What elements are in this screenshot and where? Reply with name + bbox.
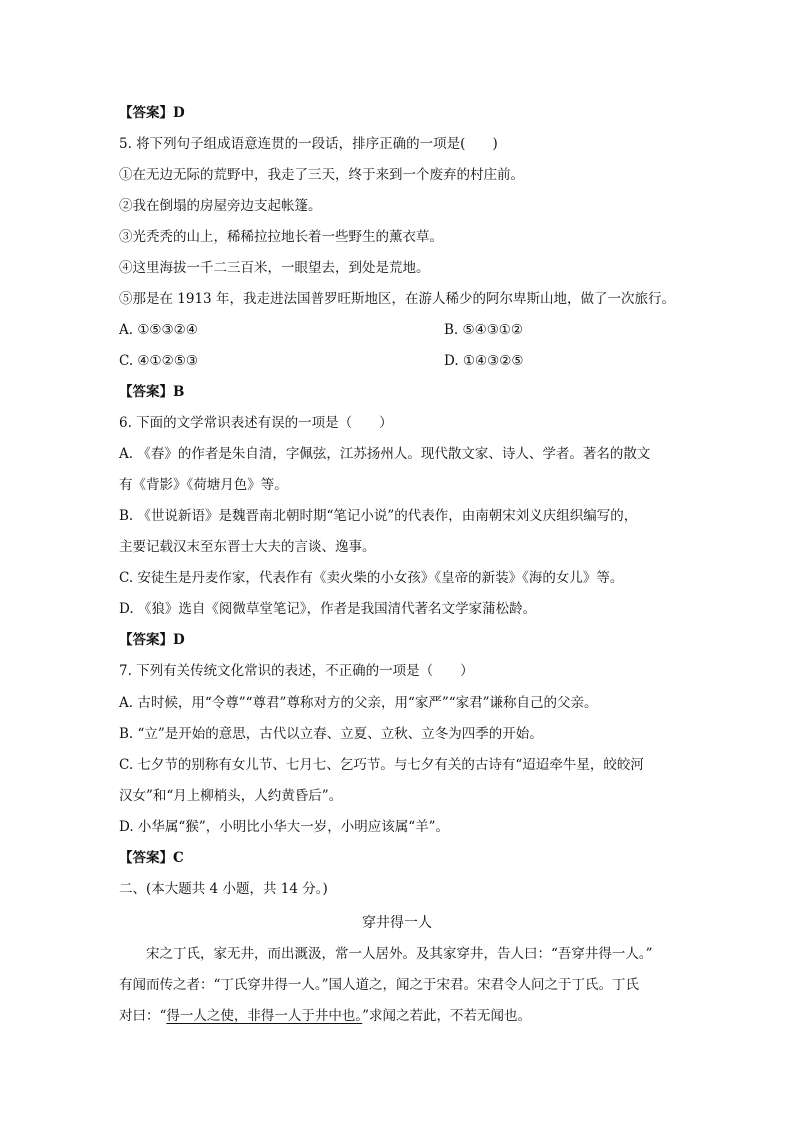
q6-option-c: C. 安徒生是丹麦作家，代表作有《卖火柴的小女孩》《皇帝的新装》《海的女儿》等。	[119, 570, 624, 586]
q6-option-b-line2: 主要记载汉末至东晋士大夫的言谈、逸事。	[119, 539, 376, 555]
q7-answer: 【答案】C	[119, 850, 184, 866]
q4-answer: 【答案】D	[119, 105, 185, 121]
passage-line-3	[119, 1006, 531, 1026]
q7-option-c-line1: C. 七夕节的别称有女儿节、七月七、乞巧节。与七夕有关的古诗有“迢迢牵牛星，皎皎河	[119, 757, 644, 773]
q6-answer: 【答案】D	[119, 632, 185, 648]
q5-sentence-3: ③光秃秃的山上，稀稀拉拉地长着一些野生的薰衣草。	[119, 229, 443, 245]
q7-option-b: B. “立”是开始的意思，古代以立春、立夏、立秋、立冬为四季的开始。	[119, 726, 543, 742]
q5-option-b: B. ⑤④③①②	[444, 322, 524, 338]
q6-option-b-line1: B. 《世说新语》是魏晋南北朝时期“笔记小说”的代表作，由南朝宋刘义庆组织编写的，	[119, 508, 638, 524]
q6-option-d: D. 《狼》选自《阅微草堂笔记》，作者是我国清代著名文学家蒲松龄。	[119, 601, 537, 617]
passage-title: 穿井得一人	[362, 915, 432, 931]
section-2-heading: 二、(本大题共 4 小题，共 14 分。)	[119, 881, 328, 897]
q5-option-a: A. ①⑤③②④	[119, 322, 198, 338]
q5-sentence-5: ⑤那是在 1913 年，我走进法国普罗旺斯地区，在游人稀少的阿尔卑斯山地，做了一次旅行。	[119, 291, 675, 307]
q7-option-c-line2: 汉女”和“月上柳梢头，人约黄昏后”。	[119, 788, 343, 804]
passage-line-2: 有闻而传之者：“丁氏穿井得一人。”国人道之，闻之于宋君。宋君令人问之于丁氏。丁氏	[119, 977, 640, 993]
passage-line-3-prefix: 对曰：“	[119, 1008, 167, 1024]
q7-stem: 7. 下列有关传统文化常识的表述，不正确的一项是（ ）	[119, 663, 474, 679]
q7-option-a: A. 古时候，用“令尊”“尊君”尊称对方的父亲，用“家严”“家君”谦称自己的父亲。	[119, 695, 598, 711]
q5-sentence-2: ②我在倒塌的房屋旁边支起帐篷。	[119, 198, 322, 214]
q5-answer: 【答案】B	[119, 384, 185, 400]
q5-sentence-1: ①在无边无际的荒野中，我走了三天，终于来到一个废弃的村庄前。	[119, 167, 524, 183]
q7-option-d: D. 小华属“猴”，小明比小华大一岁，小明应该属“羊”。	[119, 819, 450, 835]
q6-option-a-line1: A. 《春》的作者是朱自清，字佩弦，江苏扬州人。现代散文家、诗人、学者。著名的散文	[119, 446, 651, 462]
passage-line-3-suffix: ”求闻之若此，不若无闻也。	[362, 1008, 532, 1024]
q5-sentence-4: ④这里海拔一千二三百米，一眼望去，到处是荒地。	[119, 260, 430, 276]
q6-option-a-line2: 有《背影》《荷塘月色》等。	[119, 477, 288, 493]
q5-option-d: D. ①④③②⑤	[444, 353, 524, 369]
underlined-sentence: 得一人之使，非得一人于井中也。	[166, 1008, 363, 1024]
q6-stem: 6. 下面的文学常识表述有误的一项是（ ）	[119, 415, 393, 431]
q5-option-c: C. ④①②⑤③	[119, 353, 198, 369]
q5-stem: 5. 将下列句子组成语意连贯的一段话，排序正确的一项是( )	[119, 136, 498, 152]
passage-line-1: 宋之丁氏，家无井，而出溉汲，常一人居外。及其家穿井，告人曰：“吾穿井得一人。”	[119, 946, 653, 962]
